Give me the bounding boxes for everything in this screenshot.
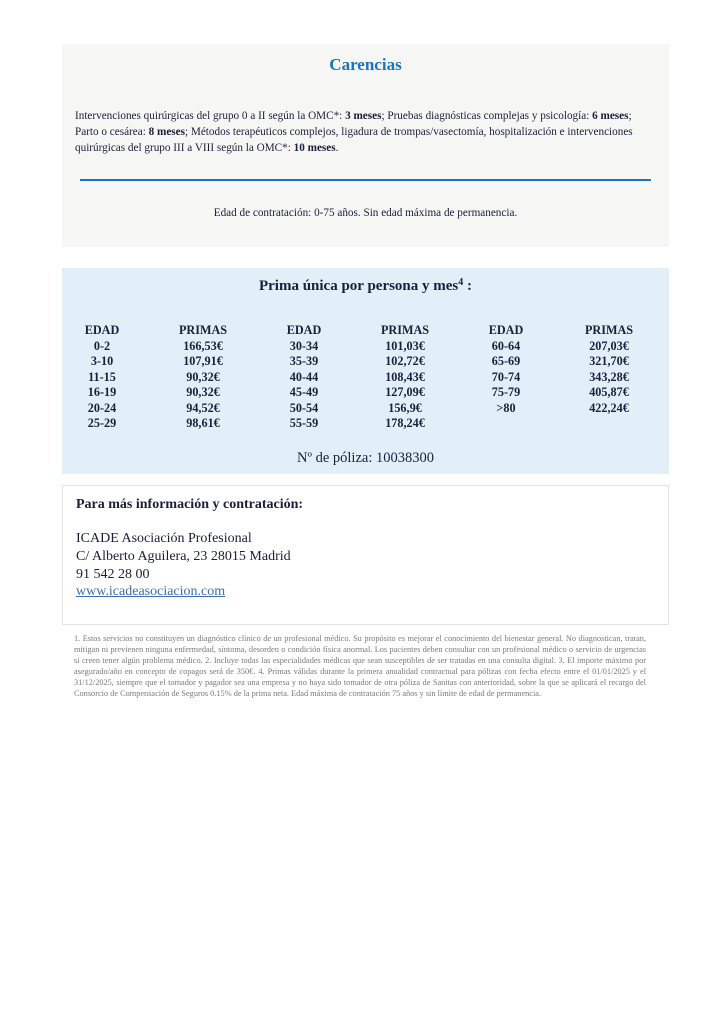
prima-cell: 178,24€: [385, 416, 425, 430]
prima-cell: 207,03€: [589, 338, 629, 353]
prima-cell: 102,72€: [385, 354, 425, 368]
prima-cell: 101,03€: [385, 338, 425, 353]
edad-cell: 25-29: [87, 416, 117, 430]
carencia-text: ; Pruebas diagnósticas complejas y psicología:: [381, 110, 593, 122]
edad-column-1: [74, 323, 130, 432]
edad-column-2: [276, 323, 332, 432]
primas-column-2: [368, 323, 442, 432]
edad-cell: 75-79: [491, 385, 521, 399]
edad-cell: 3-10: [90, 354, 114, 368]
poliza-number: Nº de póliza: 10038300: [297, 450, 434, 466]
edad-cell: 20-24: [87, 400, 117, 415]
carencia-period: 8 meses: [148, 126, 185, 138]
prima-cell: 90,32€: [186, 369, 220, 384]
carencias-section: [62, 44, 669, 247]
carencia-text: .: [335, 142, 339, 154]
edad-header: EDAD: [286, 323, 322, 337]
carencia-text: ; Parto o cesárea:: [75, 110, 632, 138]
prima-cell: 127,09€: [385, 385, 425, 399]
prima-cell: 343,28€: [589, 369, 629, 384]
contact-address: C/ Alberto Aguilera, 23 28015 Madrid: [76, 549, 291, 564]
edad-cell: 0-2: [93, 338, 111, 353]
prima-cell: 166,53€: [183, 338, 223, 353]
edad-cell: 60-64: [491, 338, 521, 353]
edad-cell: 40-44: [289, 369, 319, 384]
carencia-text: ; Métodos terapéuticos complejos, ligadura de trompas/vasectomía, hospitalización e intervenciones quirúrgicas del grupo III a VIII según la OMC*:: [75, 126, 633, 154]
edad-cell: 65-69: [491, 354, 521, 368]
primas-title-suffix: :: [463, 278, 473, 294]
carencia-period: 3 meses: [345, 110, 382, 122]
edad-cell: 35-39: [289, 354, 319, 368]
edad-cell: 70-74: [491, 369, 521, 384]
primas-header: PRIMAS: [380, 323, 430, 337]
primas-title-text: Prima única por persona y mes: [258, 278, 459, 294]
prima-cell: 107,91€: [183, 354, 223, 368]
carencia-text: Intervenciones quirúrgicas del grupo 0 a II según la OMC*:: [75, 110, 346, 122]
edad-cell: 45-49: [289, 385, 319, 399]
prima-cell: 94,52€: [186, 400, 220, 415]
contact-phone: 91 542 28 00: [76, 567, 150, 582]
footnotes: 1. Estos servicios no constituyen un diagnóstico clínico de un profesional médico. Su propósito es mejorar el conocimiento del bienestar general. No diagnostican, tratan, mitigan ni previenen ninguna enfermedad, síntoma, desorden o condición física anormal. Los pacientes deben consultar con un profesional médico o servicio de urgencias si creen tener algún problema médico. 2. Incluye todas las especialidades médicas que sean susceptibles de ser tratadas en una consulta digital. 3. El importe máximo por asegurado/año en concepto de copagos será de 350€. 4. Primas válidas durante la primera anualidad contractual para pólizas con fecha efecto entre el 01/01/2025 y el 31/12/2025, siempre que el tomador y pagador sea una empresa y no haya sido tomador de otra póliza de Sanitas con anterioridad, sobre la que se aplicará el recargo del Consorcio de Compensación de Seguros 0.15% de la prima neta. Edad máxima de contratación 75 años y sin límite de edad de permanencia.: [74, 634, 646, 699]
contact-website-link[interactable]: www.icadeasociacion.com: [76, 584, 226, 599]
carencias-description: [75, 108, 655, 156]
carencias-title: Carencias: [329, 55, 402, 74]
contact-organization: ICADE Asociación Profesional: [76, 531, 252, 546]
edad-cell: 16-19: [87, 385, 117, 399]
edad-cell: 50-54: [289, 400, 319, 415]
edad-header: EDAD: [488, 323, 524, 337]
contact-section: [62, 485, 669, 625]
edad-header: EDAD: [84, 323, 120, 337]
edad-contratacion-text: Edad de contratación: 0-75 años. Sin edad máxima de permanencia.: [213, 207, 518, 219]
edad-cell: 11-15: [88, 369, 116, 384]
prima-cell: 405,87€: [589, 385, 629, 399]
edad-cell: 55-59: [289, 416, 319, 430]
primas-section: [62, 268, 669, 474]
prima-cell: 90,32€: [186, 385, 220, 399]
primas-title: [62, 277, 669, 295]
carencia-period: 10 meses: [293, 142, 336, 154]
section-divider: [80, 179, 651, 181]
prima-cell: 422,24€: [589, 400, 629, 415]
contact-title: Para más información y contratación:: [76, 497, 304, 512]
primas-column-1: [166, 323, 240, 432]
edad-column-3: [478, 323, 534, 416]
prima-cell: 108,43€: [385, 369, 425, 384]
prima-cell: 321,70€: [589, 354, 629, 368]
carencia-period: 6 meses: [592, 110, 629, 122]
edad-cell: >80: [496, 400, 516, 415]
primas-header: PRIMAS: [178, 323, 228, 337]
edad-cell: 30-34: [289, 338, 319, 353]
prima-cell: 98,61€: [186, 416, 220, 430]
primas-header: PRIMAS: [584, 323, 634, 337]
prima-cell: 156,9€: [388, 400, 422, 415]
primas-column-3: [572, 323, 646, 416]
primas-title-footnote-ref: 4: [458, 277, 464, 288]
